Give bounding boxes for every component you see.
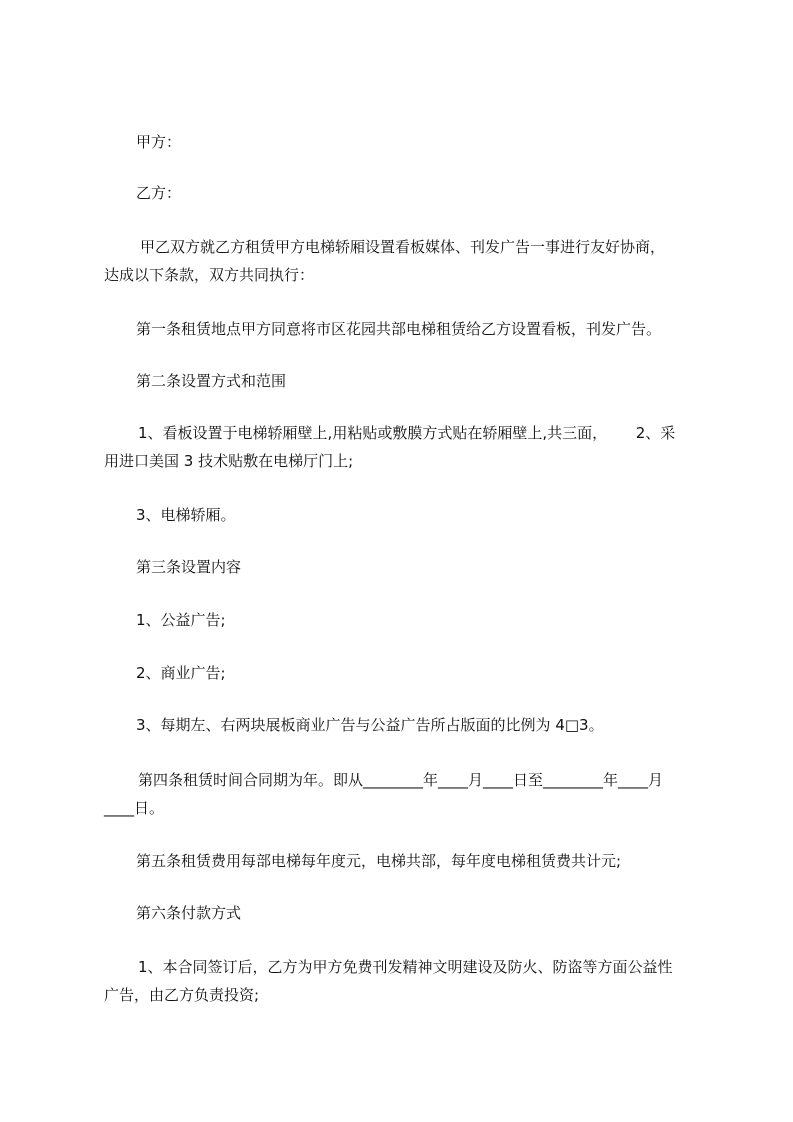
article-6-item-1-line-1: 1、本合同签订后，乙方为甲方免费刊发精神文明建设及防火、防盗等方面公益性 — [138, 958, 673, 976]
article-4-line-2: ____日。 — [104, 799, 165, 817]
article-3-item-2: 2、商业广告; — [136, 664, 226, 682]
article-3-item-3: 3、每期左、右两块展板商业广告与公益广告所占版面的比例为 4□3。 — [136, 716, 604, 734]
article-2-item-1-line-2: 用进口美国 3 技术贴敷在电梯厅门上; — [104, 452, 354, 470]
party-b-label: 乙方： — [136, 184, 182, 202]
party-a-label: 甲方： — [136, 133, 182, 151]
article-2-item-3: 3、电梯轿厢。 — [136, 506, 236, 524]
article-2-item-1-line-1: 1、看板设置于电梯轿厢壁上,用粘贴或敷膜方式贴在轿厢壁上,共三面， 2、采 — [138, 424, 676, 442]
article-1: 第一条租赁地点甲方同意将市区花园共部电梯租赁给乙方设置看板，刊发广告。 — [136, 320, 662, 338]
article-3-item-1: 1、公益广告; — [136, 611, 226, 629]
article-2-heading: 第二条设置方式和范围 — [136, 372, 287, 390]
article-4-line-1: 第四条租赁时间合同期为年。即从________年____月____日至________年____月 — [138, 771, 664, 789]
article-6-heading: 第六条付款方式 — [136, 904, 242, 922]
article-5: 第五条租赁费用每部电梯每年度元，电梯共部，每年度电梯租赁费共计元; — [136, 852, 622, 870]
intro-line-2: 达成以下条款，双方共同执行： — [104, 266, 315, 284]
article-3-heading: 第三条设置内容 — [136, 558, 242, 576]
intro-line-1: 甲乙双方就乙方租赁甲方电梯轿厢设置看板媒体、刊发广告一事进行友好协商， — [140, 238, 666, 256]
article-6-item-1-line-2: 广告，由乙方负责投资; — [104, 986, 260, 1004]
